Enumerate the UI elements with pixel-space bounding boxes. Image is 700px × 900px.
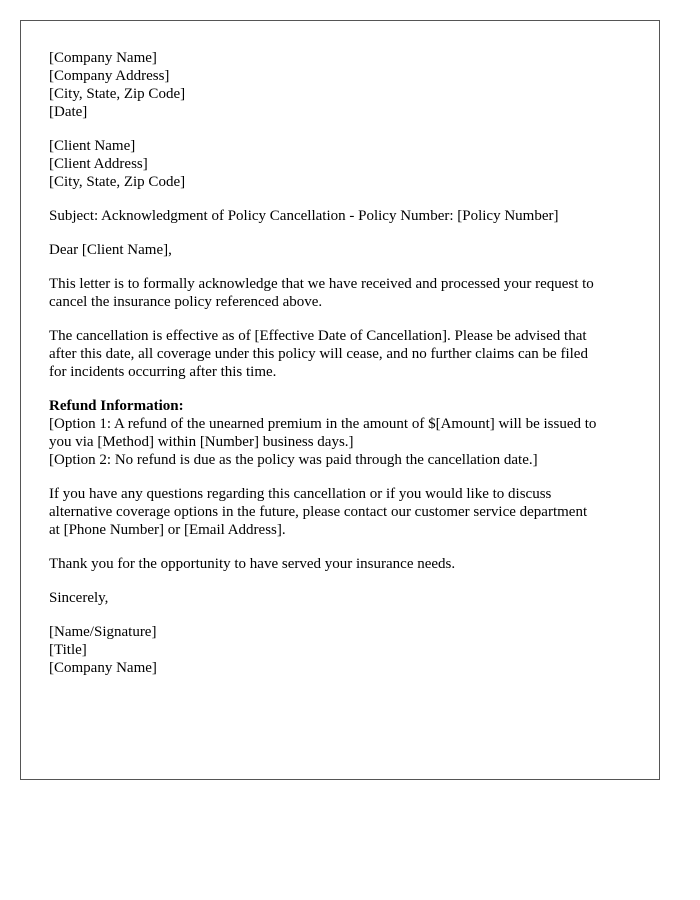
refund-option-line: you via [Method] within [Number] business days.]	[49, 434, 354, 450]
recipient-block	[49, 137, 639, 191]
letter-page	[20, 20, 660, 780]
subject-text: Subject: Acknowledgment of Policy Cancellation - Policy Number: [Policy Number]	[49, 208, 559, 224]
sender-block	[49, 49, 639, 121]
signature-name: [Name/Signature]	[49, 624, 157, 640]
sender-city-state-zip: [City, State, Zip Code]	[49, 86, 186, 102]
acknowledgment-paragraph	[49, 275, 639, 311]
recipient-client-address: [Client Address]	[49, 156, 148, 172]
paragraph-line: The cancellation is effective as of [Effective Date of Cancellation]. Please be advised that	[49, 328, 587, 344]
refund-heading: Refund Information:	[49, 398, 184, 414]
sender-company-address: [Company Address]	[49, 68, 170, 84]
sender-company-name: [Company Name]	[49, 50, 157, 66]
closing	[49, 589, 639, 607]
closing-text: Sincerely,	[49, 590, 109, 606]
paragraph-line: after this date, all coverage under this policy will cease, and no further claims can be filed	[49, 346, 588, 362]
recipient-client-name: [Client Name]	[49, 138, 136, 154]
subject-line	[49, 207, 639, 225]
paragraph-line: alternative coverage options in the future, please contact our customer service department	[49, 504, 588, 520]
paragraph-line: at [Phone Number] or [Email Address].	[49, 522, 286, 538]
refund-section	[49, 397, 639, 469]
letter-date: [Date]	[49, 104, 88, 120]
signature-company-name: [Company Name]	[49, 660, 157, 676]
signature-block	[49, 623, 639, 677]
salutation	[49, 241, 639, 259]
signature-title: [Title]	[49, 642, 87, 658]
letter-body	[49, 49, 639, 693]
thank-you-text: Thank you for the opportunity to have served your insurance needs.	[49, 556, 456, 572]
paragraph-line: This letter is to formally acknowledge that we have received and processed your request to	[49, 276, 594, 292]
thank-you-paragraph	[49, 555, 639, 573]
paragraph-line: cancel the insurance policy referenced above.	[49, 294, 323, 310]
refund-option-line: [Option 2: No refund is due as the policy was paid through the cancellation date.]	[49, 452, 538, 468]
paragraph-line: for incidents occurring after this time.	[49, 364, 277, 380]
contact-paragraph	[49, 485, 639, 539]
recipient-city-state-zip: [City, State, Zip Code]	[49, 174, 186, 190]
paragraph-line: If you have any questions regarding this cancellation or if you would like to discuss	[49, 486, 552, 502]
refund-option-line: [Option 1: A refund of the unearned premium in the amount of $[Amount] will be issued to	[49, 416, 597, 432]
salutation-text: Dear [Client Name],	[49, 242, 172, 258]
effective-date-paragraph	[49, 327, 639, 381]
